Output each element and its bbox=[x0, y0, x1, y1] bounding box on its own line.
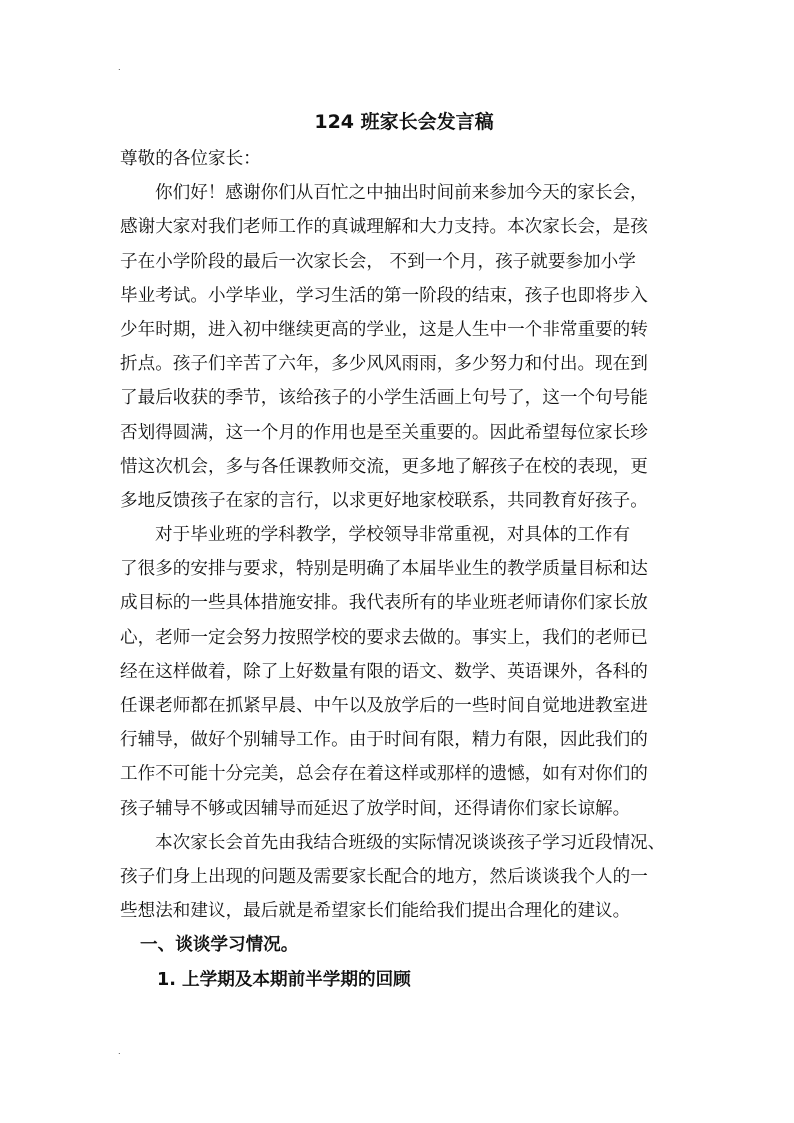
paragraph-line: 感谢大家对我们老师工作的真诚理解和大力支持。本次家长会，是孩 bbox=[120, 217, 648, 238]
document-body bbox=[120, 108, 680, 997]
paragraph-line: 对于毕业班的学科教学，学校领导非常重视，对具体的工作有 bbox=[155, 525, 631, 546]
document-title: 124 班家长会发言稿 bbox=[314, 111, 494, 133]
paragraph-line: 心，老师一定会努力按照学校的要求去做的。事实上，我们的老师已 bbox=[120, 627, 648, 648]
paragraph-line: 少年时期，进入初中继续更高的学业，这是人生中一个非常重要的转 bbox=[120, 319, 648, 340]
top-dot-mark: . bbox=[118, 63, 121, 72]
paragraph-line: 工作不可能十分完美，总会存在着这样或那样的遗憾，如有对你们的 bbox=[120, 764, 648, 785]
paragraph-line: 了很多的安排与要求，特别是明确了本届毕业生的教学质量目标和达 bbox=[120, 559, 648, 580]
paragraph-line: 子在小学阶段的最后一次家长会， 不到一个月，孩子就要参加小学 bbox=[120, 251, 636, 272]
bottom-dot-mark: . bbox=[118, 1047, 121, 1056]
paragraph-line: 经在这样做着，除了上好数量有限的语文、数学、英语课外，各科的 bbox=[120, 661, 648, 682]
paragraph-line: 些想法和建议，最后就是希望家长们能给我们提出合理化的建议。 bbox=[120, 901, 631, 922]
paragraph-line: 任课老师都在抓紧早晨、中午以及放学后的一些时间自觉地进教室进 bbox=[120, 696, 648, 716]
paragraph-line: 折点。孩子们辛苦了六年，多少风风雨雨，多少努力和付出。现在到 bbox=[120, 354, 648, 375]
paragraph-line: 行辅导，做好个别辅导工作。由于时间有限，精力有限，因此我们的 bbox=[120, 730, 648, 751]
subsection-heading: 1. 上学期及本期前半学期的回顾 bbox=[157, 969, 411, 990]
paragraph-line: 你们好！感谢你们从百忙之中抽出时间前来参加今天的家长会， bbox=[155, 183, 648, 204]
paragraph-line: 孩子辅导不够或因辅导而延迟了放学时间，还得请你们家长谅解。 bbox=[120, 798, 631, 819]
paragraph-line: 惜这次机会，多与各任课教师交流，更多地了解孩子在校的表现，更 bbox=[120, 456, 648, 477]
paragraph-line: 否划得圆满，这一个月的作用也是至关重要的。因此希望每位家长珍 bbox=[120, 422, 648, 443]
salutation: 尊敬的各位家长： bbox=[120, 149, 261, 169]
paragraph-line: 孩子们身上出现的问题及需要家长配合的地方，然后谈谈我个人的一 bbox=[120, 866, 648, 887]
paragraph-line: 多地反馈孩子在家的言行，以求更好地家校联系，共同教育好孩子。 bbox=[120, 490, 648, 511]
paragraph-line: 毕业考试。小学毕业，学习生活的第一阶段的结束，孩子也即将步入 bbox=[120, 285, 648, 306]
paragraph-line: 了最后收获的季节，该给孩子的小学生活画上句号了，这一个句号能 bbox=[120, 388, 648, 409]
paragraph-line: 成目标的一些具体措施安排。我代表所有的毕业班老师请你们家长放 bbox=[120, 593, 648, 614]
section-heading: 一、谈谈学习情况。 bbox=[140, 935, 299, 956]
paragraph-line: 本次家长会首先由我结合班级的实际情况谈谈孩子学习近段情况、 bbox=[155, 832, 666, 853]
